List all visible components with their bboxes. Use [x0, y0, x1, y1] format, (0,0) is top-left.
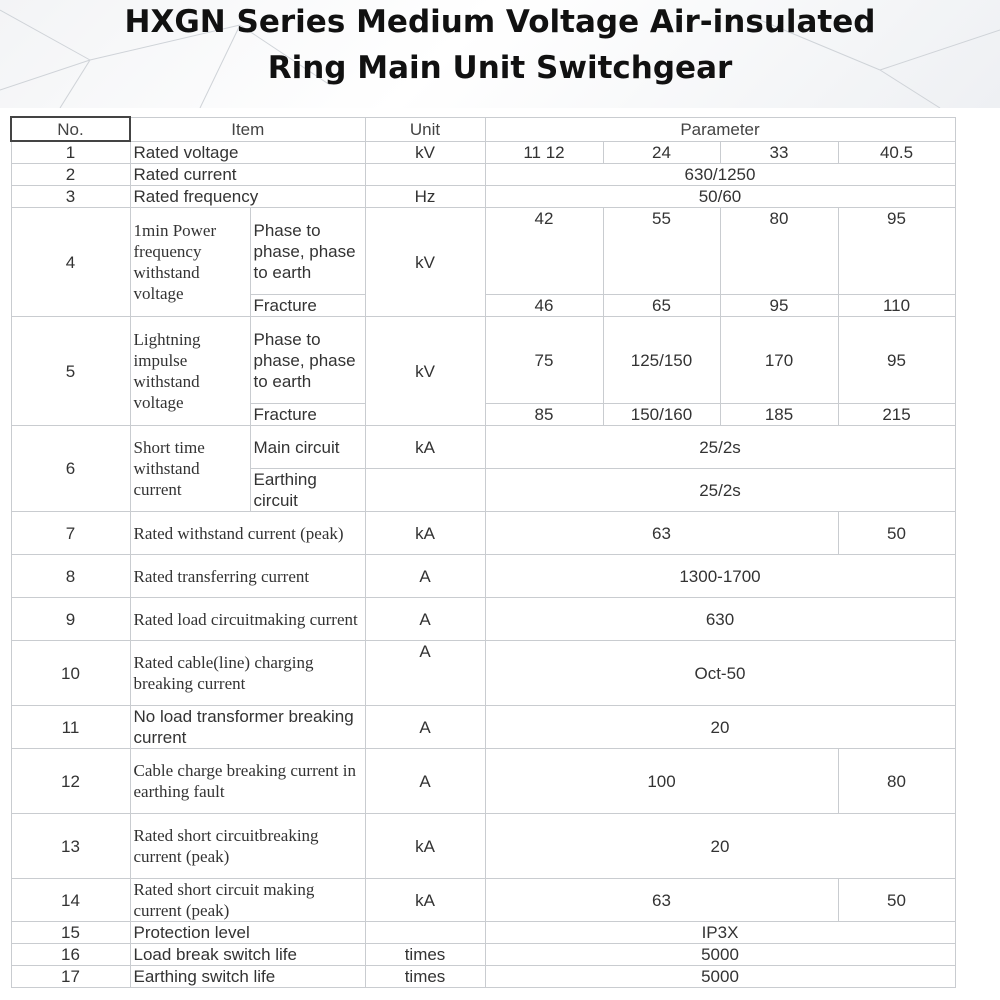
row-no: 1 [11, 141, 130, 164]
row-item: No load transformer breaking current [130, 706, 365, 749]
row-unit: A [365, 555, 485, 598]
row-sub-item: Fracture [250, 295, 365, 317]
row-value: 25/2s [485, 426, 955, 469]
row-value: 85 [485, 404, 603, 426]
row-no: 4 [11, 208, 130, 317]
row-item: Earthing switch life [130, 966, 365, 988]
row-item: Rated cable(line) charging breaking current [130, 641, 365, 706]
header-no: No. [11, 117, 130, 141]
row-value: 5000 [485, 944, 955, 966]
page-title-line-1: HXGN Series Medium Voltage Air-insulated [124, 4, 876, 40]
header-item: Item [130, 117, 365, 141]
row-sub-item: Phase to phase, phase to earth [250, 208, 365, 295]
row-value: 55 [603, 208, 720, 295]
row-value: 50/60 [485, 186, 955, 208]
table-row [11, 555, 955, 598]
row-value: 95 [720, 295, 838, 317]
table-row [11, 598, 955, 641]
row-unit [365, 922, 485, 944]
row-unit: times [365, 966, 485, 988]
row-value: 630 [485, 598, 955, 641]
row-no: 8 [11, 555, 130, 598]
table-row [11, 706, 955, 749]
row-item: Rated frequency [130, 186, 365, 208]
row-no: 6 [11, 426, 130, 512]
row-value: 185 [720, 404, 838, 426]
table-row [11, 141, 955, 164]
table-row [11, 814, 955, 879]
row-no: 2 [11, 164, 130, 186]
row-value: 5000 [485, 966, 955, 988]
row-value: 100 [485, 749, 838, 814]
table-row [11, 749, 955, 814]
row-value: 1300-1700 [485, 555, 955, 598]
row-item: Rated current [130, 164, 365, 186]
row-no: 16 [11, 944, 130, 966]
row-value: 170 [720, 317, 838, 404]
title-banner [0, 0, 1000, 108]
row-no: 13 [11, 814, 130, 879]
header-unit: Unit [365, 117, 485, 141]
row-unit: Hz [365, 186, 485, 208]
row-sub-item: Earthing circuit [250, 469, 365, 512]
row-unit: kV [365, 208, 485, 317]
spec-sheet [4, 108, 994, 1000]
row-value: IP3X [485, 922, 955, 944]
row-item: Rated withstand current (peak) [130, 512, 365, 555]
row-value: 215 [838, 404, 955, 426]
table-row [11, 512, 955, 555]
row-unit: kV [365, 317, 485, 426]
row-item: Load break switch life [130, 944, 365, 966]
row-value: 125/150 [603, 317, 720, 404]
row-item: Rated short circuitbreaking current (peak) [130, 814, 365, 879]
table-row [11, 208, 955, 295]
table-row [11, 944, 955, 966]
row-no: 14 [11, 879, 130, 922]
table-row [11, 922, 955, 944]
header-parameter: Parameter [485, 117, 955, 141]
row-item: Cable charge breaking current in earthing fault [130, 749, 365, 814]
row-value: 50 [838, 512, 955, 555]
row-unit: A [365, 598, 485, 641]
row-unit: A [365, 641, 485, 706]
row-unit: A [365, 749, 485, 814]
row-no: 17 [11, 966, 130, 988]
row-no: 12 [11, 749, 130, 814]
table-header-row [11, 117, 955, 141]
row-unit: A [365, 706, 485, 749]
row-item: Short time withstand current [130, 426, 250, 512]
row-value: 80 [720, 208, 838, 295]
row-value: 65 [603, 295, 720, 317]
row-no: 11 [11, 706, 130, 749]
row-value: 24 [603, 141, 720, 164]
page-title-line-2: Ring Main Unit Switchgear [267, 50, 733, 86]
row-no: 7 [11, 512, 130, 555]
row-item: Rated load circuitmaking current [130, 598, 365, 641]
table-row [11, 426, 955, 469]
spec-table [10, 116, 956, 988]
row-value: 75 [485, 317, 603, 404]
table-row [11, 879, 955, 922]
row-value: 95 [838, 208, 955, 295]
row-value: 50 [838, 879, 955, 922]
row-no: 15 [11, 922, 130, 944]
row-value: 20 [485, 706, 955, 749]
table-row [11, 317, 955, 404]
row-item: Rated transferring current [130, 555, 365, 598]
row-value: 20 [485, 814, 955, 879]
row-value: 25/2s [485, 469, 955, 512]
row-no: 9 [11, 598, 130, 641]
row-no: 5 [11, 317, 130, 426]
row-value: 46 [485, 295, 603, 317]
row-item: 1min Power frequency withstand voltage [130, 208, 250, 317]
row-item: Protection level [130, 922, 365, 944]
table-row [11, 186, 955, 208]
table-row [11, 641, 955, 706]
table-row [11, 966, 955, 988]
table-row [11, 164, 955, 186]
row-value: 63 [485, 512, 838, 555]
row-unit [365, 164, 485, 186]
row-value: 95 [838, 317, 955, 404]
row-value: 80 [838, 749, 955, 814]
row-unit: times [365, 944, 485, 966]
row-value: 42 [485, 208, 603, 295]
row-unit: kA [365, 512, 485, 555]
row-unit-empty [365, 469, 485, 512]
row-value: 630/1250 [485, 164, 955, 186]
row-unit: kA [365, 814, 485, 879]
row-value: 11 12 [485, 141, 603, 164]
row-no: 10 [11, 641, 130, 706]
row-item: Rated voltage [130, 141, 365, 164]
row-no: 3 [11, 186, 130, 208]
row-sub-item: Fracture [250, 404, 365, 426]
row-value: 63 [485, 879, 838, 922]
row-unit: kA [365, 426, 485, 469]
row-value: 150/160 [603, 404, 720, 426]
row-value: 33 [720, 141, 838, 164]
row-value: 110 [838, 295, 955, 317]
row-unit: kV [365, 141, 485, 164]
row-item: Rated short circuit making current (peak) [130, 879, 365, 922]
row-sub-item: Main circuit [250, 426, 365, 469]
row-unit: kA [365, 879, 485, 922]
row-value: Oct-50 [485, 641, 955, 706]
row-item: Lightning impulse withstand voltage [130, 317, 250, 426]
row-sub-item: Phase to phase, phase to earth [250, 317, 365, 404]
row-value: 40.5 [838, 141, 955, 164]
